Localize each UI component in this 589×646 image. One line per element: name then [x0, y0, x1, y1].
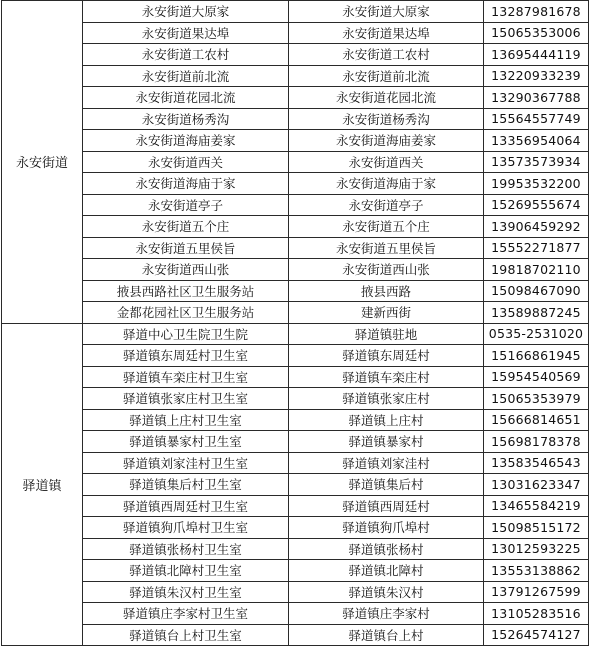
clinic-phone-cell: 19953532200 [484, 173, 589, 195]
clinic-name-cell: 驿道镇张家庄村卫生室 [83, 388, 289, 410]
table-row [2, 345, 589, 367]
clinic-phone-cell: 15098467090 [484, 280, 589, 302]
table-row [2, 216, 589, 238]
clinic-name-cell: 永安街道亭子 [83, 194, 289, 216]
clinic-name-cell: 驿道镇车栾庄村卫生室 [83, 366, 289, 388]
clinic-phone-cell: 13583546543 [484, 452, 589, 474]
clinic-phone-cell: 13287981678 [484, 1, 589, 23]
clinic-phone-cell: 15166861945 [484, 345, 589, 367]
clinic-name-cell: 驿道镇朱汉村卫生室 [83, 581, 289, 603]
clinic-name-cell: 永安街道五个庄 [83, 216, 289, 238]
clinic-phone-cell: 15269555674 [484, 194, 589, 216]
clinic-address-cell: 永安街道海庙姜家 [289, 130, 484, 152]
table-row [2, 409, 589, 431]
clinic-address-cell: 驿道镇东周廷村 [289, 345, 484, 367]
clinic-address-cell: 驿道镇西周廷村 [289, 495, 484, 517]
clinic-name-cell: 驿道镇上庄村卫生室 [83, 409, 289, 431]
table-row [2, 431, 589, 453]
clinic-phone-cell: 13695444119 [484, 44, 589, 66]
clinic-name-cell: 永安街道大原家 [83, 1, 289, 23]
clinic-phone-cell: 15552271877 [484, 237, 589, 259]
clinic-address-cell: 永安街道大原家 [289, 1, 484, 23]
clinic-name-cell: 永安街道前北流 [83, 65, 289, 87]
clinic-phone-cell: 15098515172 [484, 517, 589, 539]
table-row [2, 44, 589, 66]
clinic-name-cell: 驿道镇张杨村卫生室 [83, 538, 289, 560]
clinic-address-cell: 驿道镇张家庄村 [289, 388, 484, 410]
clinic-name-cell: 驿道镇台上村卫生室 [83, 624, 289, 646]
clinic-address-cell: 建新西街 [289, 302, 484, 324]
clinic-address-cell: 永安街道五个庄 [289, 216, 484, 238]
clinic-address-cell: 驿道镇庄李家村 [289, 603, 484, 625]
table-row [2, 65, 589, 87]
table-row [2, 280, 589, 302]
clinic-address-cell: 驿道镇刘家洼村 [289, 452, 484, 474]
clinic-name-cell: 驿道镇暴家村卫生室 [83, 431, 289, 453]
clinic-name-cell: 驿道中心卫生院卫生院 [83, 323, 289, 345]
clinic-address-cell: 驿道镇暴家村 [289, 431, 484, 453]
table-row [2, 517, 589, 539]
clinic-phone-cell: 13906459292 [484, 216, 589, 238]
clinic-phone-cell: 13553138862 [484, 560, 589, 582]
clinic-address-cell: 驿道镇上庄村 [289, 409, 484, 431]
district-cell: 永安街道 [2, 1, 83, 324]
clinic-address-cell: 驿道镇狗爪埠村 [289, 517, 484, 539]
clinic-name-cell: 驿道镇狗爪埠村卫生室 [83, 517, 289, 539]
table-row [2, 22, 589, 44]
table-row [2, 302, 589, 324]
clinic-name-cell: 永安街道西关 [83, 151, 289, 173]
clinic-phone-cell: 13012593225 [484, 538, 589, 560]
clinic-phone-cell: 13220933239 [484, 65, 589, 87]
clinic-address-cell: 驿道镇张杨村 [289, 538, 484, 560]
clinic-phone-cell: 13031623347 [484, 474, 589, 496]
clinic-name-cell: 驿道镇刘家洼村卫生室 [83, 452, 289, 474]
clinic-phone-cell: 19818702110 [484, 259, 589, 281]
district-cell: 驿道镇 [2, 323, 83, 646]
clinic-address-cell: 永安街道五里侯旨 [289, 237, 484, 259]
clinic-address-cell: 永安街道花园北流 [289, 87, 484, 109]
clinic-phone-cell: 15564557749 [484, 108, 589, 130]
clinic-address-cell: 永安街道亭子 [289, 194, 484, 216]
clinic-address-cell: 永安街道海庙于家 [289, 173, 484, 195]
clinic-address-cell: 驿道镇朱汉村 [289, 581, 484, 603]
clinic-address-cell: 永安街道西山张 [289, 259, 484, 281]
clinic-address-cell: 驿道镇集后村 [289, 474, 484, 496]
clinic-address-cell: 驿道镇车栾庄村 [289, 366, 484, 388]
clinic-phone-cell: 13791267599 [484, 581, 589, 603]
table-row [2, 173, 589, 195]
clinic-phone-cell: 13290367788 [484, 87, 589, 109]
clinic-address-cell: 驿道镇台上村 [289, 624, 484, 646]
clinic-name-cell: 驿道镇东周廷村卫生室 [83, 345, 289, 367]
table-row [2, 108, 589, 130]
clinic-name-cell: 永安街道海庙姜家 [83, 130, 289, 152]
clinic-name-cell: 永安街道五里侯旨 [83, 237, 289, 259]
clinic-phone-cell: 13589887245 [484, 302, 589, 324]
clinic-name-cell: 驿道镇集后村卫生室 [83, 474, 289, 496]
table-row [2, 538, 589, 560]
table-row [2, 1, 589, 23]
clinic-name-cell: 永安街道花园北流 [83, 87, 289, 109]
clinic-name-cell: 驿道镇北障村卫生室 [83, 560, 289, 582]
table-row [2, 87, 589, 109]
clinic-name-cell: 驿道镇庄李家村卫生室 [83, 603, 289, 625]
clinic-address-cell: 永安街道果达埠 [289, 22, 484, 44]
clinic-phone-cell: 15065353006 [484, 22, 589, 44]
clinic-phone-cell: 13465584219 [484, 495, 589, 517]
table-row [2, 130, 589, 152]
table-row [2, 603, 589, 625]
table-row [2, 366, 589, 388]
clinic-address-cell: 掖县西路 [289, 280, 484, 302]
table-row [2, 323, 589, 345]
clinic-phone-cell: 15264574127 [484, 624, 589, 646]
clinic-name-cell: 永安街道果达埠 [83, 22, 289, 44]
table-row [2, 452, 589, 474]
clinic-name-cell: 永安街道西山张 [83, 259, 289, 281]
table-row [2, 581, 589, 603]
clinic-address-cell: 驿道镇北障村 [289, 560, 484, 582]
clinic-phone-cell: 15954540569 [484, 366, 589, 388]
clinic-phone-cell: 13356954064 [484, 130, 589, 152]
clinic-address-cell: 永安街道工农村 [289, 44, 484, 66]
table-row [2, 237, 589, 259]
clinic-address-cell: 永安街道西关 [289, 151, 484, 173]
clinic-name-cell: 永安街道海庙于家 [83, 173, 289, 195]
clinic-table [1, 0, 589, 646]
clinic-phone-cell: 15698178378 [484, 431, 589, 453]
clinic-phone-cell: 0535-2531020 [484, 323, 589, 345]
table-row [2, 495, 589, 517]
table-row [2, 194, 589, 216]
clinic-phone-cell: 15666814651 [484, 409, 589, 431]
clinic-phone-cell: 13573573934 [484, 151, 589, 173]
table-row [2, 259, 589, 281]
clinic-name-cell: 永安街道工农村 [83, 44, 289, 66]
clinic-name-cell: 永安街道杨秀沟 [83, 108, 289, 130]
table-row [2, 560, 589, 582]
clinic-table-body [2, 1, 589, 646]
clinic-name-cell: 驿道镇西周廷村卫生室 [83, 495, 289, 517]
clinic-address-cell: 永安街道前北流 [289, 65, 484, 87]
clinic-name-cell: 掖县西路社区卫生服务站 [83, 280, 289, 302]
clinic-phone-cell: 13105283516 [484, 603, 589, 625]
clinic-address-cell: 永安街道杨秀沟 [289, 108, 484, 130]
clinic-address-cell: 驿道镇驻地 [289, 323, 484, 345]
clinic-name-cell: 金都花园社区卫生服务站 [83, 302, 289, 324]
clinic-phone-cell: 15065353979 [484, 388, 589, 410]
table-row [2, 624, 589, 646]
table-row [2, 151, 589, 173]
table-row [2, 474, 589, 496]
table-row [2, 388, 589, 410]
